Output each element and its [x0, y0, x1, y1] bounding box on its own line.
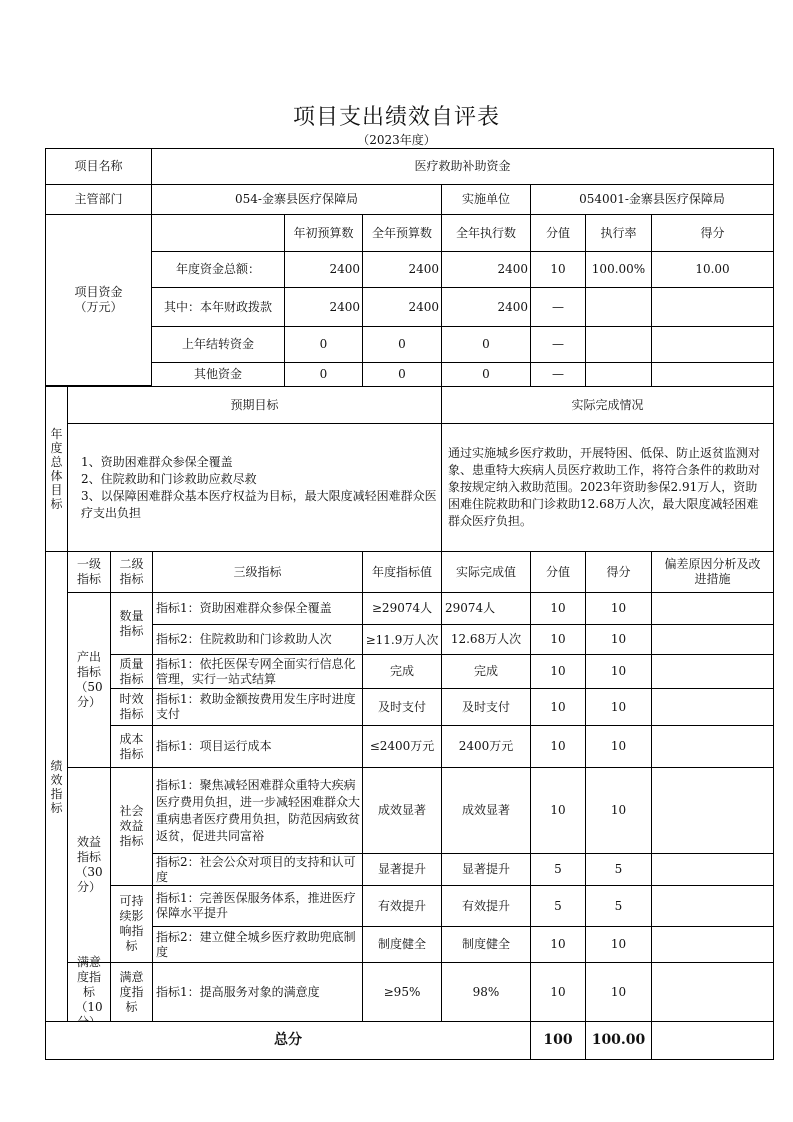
- funds-row-initial: 0: [284, 362, 363, 387]
- perf-l1-output: 产出指标（50分）: [67, 592, 111, 768]
- funds-row-exec: 2400: [441, 251, 531, 288]
- goals-expected-text: 1、资助困难群众参保全覆盖 2、住院救助和门诊救助应救尽救 3、以保障困难群众基本医疗权益为目标，最大限度减轻困难群众医疗支出负担: [67, 423, 442, 552]
- perf-row-deviation: [651, 962, 774, 1022]
- perf-row-target: ≥29074人: [362, 592, 442, 625]
- funds-row-initial: 0: [284, 326, 363, 363]
- perf-row-got: 5: [585, 853, 652, 886]
- perf-header-l1: 一级指标: [67, 551, 111, 593]
- perf-row-deviation: [651, 767, 774, 854]
- perf-row-target: 显著提升: [362, 853, 442, 886]
- perf-l2-social: 社会效益指标: [110, 767, 153, 886]
- perf-row-target: 制度健全: [362, 926, 442, 963]
- perf-row-got: 5: [585, 885, 652, 927]
- perf-row-deviation: [651, 624, 774, 655]
- funds-row-rate: 100.00%: [585, 251, 652, 288]
- perf-l2-sustain: 可持续影响指标: [110, 885, 153, 963]
- goals-actual-text: 通过实施城乡医疗救助，开展特困、低保、防止返贫监测对象、患重特大疾病人员医疗救助工作，将符合条件的救助对象按规定纳入救助范围。2023年资助参保2.91万人，资助困难住院救助和门诊救助12.68万人次，最大限度减轻困难群众医疗负担。: [441, 423, 774, 552]
- project-name-value: 医疗救助补助资金: [151, 148, 774, 185]
- perf-row-score: 10: [530, 592, 586, 625]
- funds-row-initial: 2400: [284, 251, 363, 288]
- perf-row-deviation: [651, 853, 774, 886]
- perf-l2-quality: 质量指标: [110, 654, 153, 689]
- perf-row-actual: 有效提升: [441, 885, 531, 927]
- perf-row-score: 10: [530, 688, 586, 726]
- total-label: 总分: [45, 1021, 531, 1060]
- funds-row-got: [651, 287, 774, 327]
- perf-l2-quantity: 数量指标: [110, 592, 153, 655]
- perf-row-target: ≤2400万元: [362, 725, 442, 768]
- funds-header-blank: [151, 214, 285, 252]
- total-deviation: [651, 1021, 774, 1060]
- perf-row-target: 成效显著: [362, 767, 442, 854]
- perf-row-got: 10: [585, 767, 652, 854]
- funds-row-exec: 0: [441, 326, 531, 363]
- perf-row-actual: 完成: [441, 654, 531, 689]
- perf-header-actual: 实际完成值: [441, 551, 531, 593]
- funds-row-label: 其中：本年财政拨款: [151, 287, 285, 327]
- perf-header-l3: 三级指标: [152, 551, 363, 593]
- perf-label: 绩效指标: [45, 551, 68, 1022]
- perf-l1-satisfaction: 满意度指标（10: [67, 962, 111, 1022]
- total-score: 100: [530, 1021, 586, 1060]
- funds-header-got: 得分: [651, 214, 774, 252]
- goals-label: 年度总体目标: [45, 386, 68, 552]
- total-got: 100.00: [585, 1021, 652, 1060]
- perf-row-target: ≥95%: [362, 962, 442, 1022]
- funds-header-annual: 全年预算数: [362, 214, 442, 252]
- perf-row-actual: 2400万元: [441, 725, 531, 768]
- funds-row-annual: 0: [362, 362, 442, 387]
- perf-header-l2: 二级指标: [110, 551, 153, 593]
- perf-row-name: 指标1：救助金额按费用发生序时进度支付: [152, 688, 363, 726]
- perf-row-actual: 29074人: [441, 592, 531, 625]
- perf-row-target: 完成: [362, 654, 442, 689]
- funds-row-annual: 2400: [362, 251, 442, 288]
- perf-row-score: 10: [530, 767, 586, 854]
- funds-row-got: 10.00: [651, 251, 774, 288]
- perf-row-name: 指标2：社会公众对项目的支持和认可度: [152, 853, 363, 886]
- perf-row-got: 10: [585, 926, 652, 963]
- perf-row-got: 10: [585, 725, 652, 768]
- funds-label: 项目资金（万元）: [45, 214, 152, 386]
- perf-row-deviation: [651, 654, 774, 689]
- perf-row-score: 10: [530, 926, 586, 963]
- funds-row-rate: [585, 326, 652, 363]
- perf-row-actual: 98%: [441, 962, 531, 1022]
- perf-row-got: 10: [585, 592, 652, 625]
- perf-row-name: 指标1：提高服务对象的满意度: [152, 962, 363, 1022]
- funds-row-got: [651, 362, 774, 387]
- impl-label: 实施单位: [441, 184, 531, 215]
- perf-row-name: 指标1：完善医保服务体系，推进医疗保障水平提升: [152, 885, 363, 927]
- dept-value: 054-金寨县医疗保障局: [151, 184, 442, 215]
- perf-row-actual: 显著提升: [441, 853, 531, 886]
- perf-row-target: 及时支付: [362, 688, 442, 726]
- funds-row-exec: 2400: [441, 287, 531, 327]
- perf-row-actual: 成效显著: [441, 767, 531, 854]
- perf-row-score: 10: [530, 725, 586, 768]
- perf-l2-timeliness: 时效指标: [110, 688, 153, 726]
- funds-row-rate: [585, 287, 652, 327]
- goals-expected-header: 预期目标: [67, 386, 442, 424]
- perf-row-actual: 及时支付: [441, 688, 531, 726]
- perf-l1-benefit: 效益指标（30分）: [67, 767, 111, 963]
- perf-row-got: 10: [585, 962, 652, 1022]
- funds-row-rate: [585, 362, 652, 387]
- dept-label: 主管部门: [45, 184, 152, 215]
- perf-row-name: 指标1：项目运行成本: [152, 725, 363, 768]
- funds-row-label: 年度资金总额：: [151, 251, 285, 288]
- funds-row-score: 10: [530, 251, 586, 288]
- perf-l2-satisfaction: 满意度指标: [110, 962, 153, 1022]
- funds-row-got: [651, 326, 774, 363]
- perf-header-deviation: 偏差原因分析及改进措施: [651, 551, 774, 593]
- perf-row-name: 指标1：资助困难群众参保全覆盖: [152, 592, 363, 625]
- perf-row-actual: 制度健全: [441, 926, 531, 963]
- perf-row-got: 10: [585, 624, 652, 655]
- perf-row-deviation: [651, 926, 774, 963]
- perf-row-score: 10: [530, 962, 586, 1022]
- perf-row-name: 指标2：住院救助和门诊救助人次: [152, 624, 363, 655]
- project-name-label: 项目名称: [45, 148, 152, 185]
- perf-row-name: 指标2：建立健全城乡医疗救助兜底制度: [152, 926, 363, 963]
- funds-row-annual: 2400: [362, 287, 442, 327]
- perf-row-score: 5: [530, 885, 586, 927]
- perf-row-deviation: [651, 688, 774, 726]
- perf-row-target: 有效提升: [362, 885, 442, 927]
- funds-row-label: 其他资金: [151, 362, 285, 387]
- impl-value: 054001-金寨县医疗保障局: [530, 184, 774, 215]
- perf-row-score: 10: [530, 654, 586, 689]
- funds-row-score: —: [530, 287, 586, 327]
- perf-row-deviation: [651, 725, 774, 768]
- perf-row-deviation: [651, 592, 774, 625]
- funds-header-initial: 年初预算数: [284, 214, 363, 252]
- perf-row-got: 10: [585, 654, 652, 689]
- funds-header-score: 分值: [530, 214, 586, 252]
- perf-l2-cost: 成本指标: [110, 725, 153, 768]
- funds-header-exec: 全年执行数: [441, 214, 531, 252]
- perf-row-deviation: [651, 885, 774, 927]
- perf-row-got: 10: [585, 688, 652, 726]
- goals-actual-header: 实际完成情况: [441, 386, 774, 424]
- perf-row-target: ≥11.9万人次: [362, 624, 442, 655]
- funds-header-rate: 执行率: [585, 214, 652, 252]
- perf-row-name: 指标1：聚焦减轻困难群众重特大疾病医疗费用负担，进一步减轻困难群众大重病患者医疗费用负担，防范因病致贫返贫，促进共同富裕: [152, 767, 363, 854]
- perf-row-actual: 12.68万人次: [441, 624, 531, 655]
- perf-row-score: 10: [530, 624, 586, 655]
- perf-header-target: 年度指标值: [362, 551, 442, 593]
- funds-row-annual: 0: [362, 326, 442, 363]
- perf-row-score: 5: [530, 853, 586, 886]
- funds-row-exec: 0: [441, 362, 531, 387]
- page-subtitle: （2023年度）: [357, 133, 436, 147]
- funds-row-label: 上年结转资金: [151, 326, 285, 363]
- funds-row-initial: 2400: [284, 287, 363, 327]
- perf-header-score: 分值: [530, 551, 586, 593]
- funds-row-score: —: [530, 326, 586, 363]
- perf-row-name: 指标1：依托医保专网全面实行信息化管理，实行一站式结算: [152, 654, 363, 689]
- perf-header-got: 得分: [585, 551, 652, 593]
- page-title: 项目支出绩效自评表: [292, 105, 500, 130]
- funds-row-score: —: [530, 362, 586, 387]
